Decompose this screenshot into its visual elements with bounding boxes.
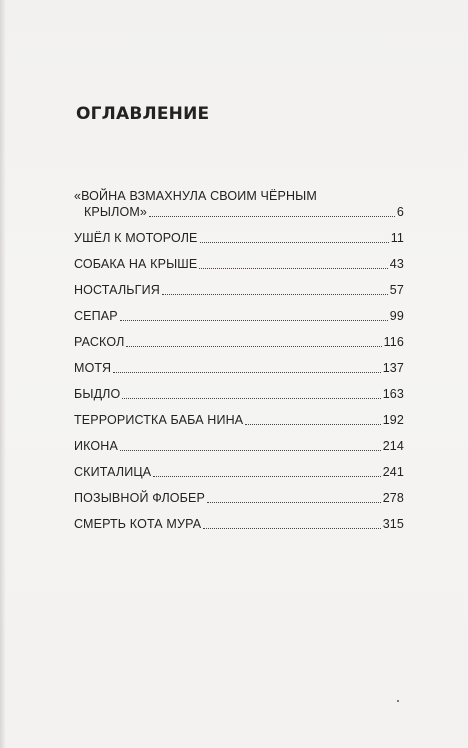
dot-leader xyxy=(120,450,381,451)
toc-entry-page: 11 xyxy=(390,231,404,245)
toc-entry[interactable] xyxy=(74,282,404,298)
toc-entry-row xyxy=(74,334,404,350)
toc-entry[interactable] xyxy=(74,230,404,246)
toc-entry-row xyxy=(74,412,404,428)
toc-entry-row xyxy=(74,204,404,220)
table-of-contents xyxy=(74,188,404,542)
toc-entry-title: УШЁЛ К МОТОРОЛЕ xyxy=(74,231,198,245)
toc-entry-page: 214 xyxy=(382,439,404,453)
toc-entry-page: 315 xyxy=(382,517,404,531)
dot-leader xyxy=(113,372,381,373)
toc-entry-page: 192 xyxy=(382,413,404,427)
toc-entry[interactable] xyxy=(74,490,404,506)
page-gutter-shadow xyxy=(0,0,6,748)
toc-entry-page: 116 xyxy=(383,335,404,349)
toc-entry[interactable] xyxy=(74,188,404,220)
toc-entry-page: 43 xyxy=(389,257,404,271)
dot-leader xyxy=(126,346,381,347)
toc-entry-title: КРЫЛОМ» xyxy=(84,205,148,219)
toc-entry-row xyxy=(74,282,404,298)
toc-entry-row xyxy=(74,438,404,454)
toc-entry-page: 278 xyxy=(382,491,404,505)
toc-entry-title: НОСТАЛЬГИЯ xyxy=(74,283,160,297)
dot-leader xyxy=(199,268,387,269)
toc-entry-row xyxy=(74,464,404,480)
print-speck xyxy=(397,700,399,702)
dot-leader xyxy=(162,294,388,295)
toc-entry-title: СКИТАЛИЦА xyxy=(74,465,152,479)
toc-entry[interactable] xyxy=(74,334,404,350)
toc-entry[interactable] xyxy=(74,464,404,480)
dot-leader xyxy=(120,320,388,321)
toc-entry-row xyxy=(74,230,404,246)
toc-entry-page: 137 xyxy=(382,361,404,375)
toc-entry-row xyxy=(74,308,404,324)
toc-entry-title: БЫДЛО xyxy=(74,387,121,401)
toc-entry-title: ИКОНА xyxy=(74,439,118,453)
toc-entry-page: 57 xyxy=(389,283,404,297)
toc-entry-row xyxy=(74,256,404,272)
toc-entry[interactable] xyxy=(74,308,404,324)
toc-entry-title: МОТЯ xyxy=(74,361,112,375)
dot-leader xyxy=(122,398,380,399)
toc-entry[interactable] xyxy=(74,412,404,428)
toc-entry-title: ПОЗЫВНОЙ ФЛОБЕР xyxy=(74,491,206,505)
dot-leader xyxy=(149,216,395,217)
toc-entry-title: СЕПАР xyxy=(74,309,118,323)
dot-leader xyxy=(245,424,380,425)
toc-entry-page: 6 xyxy=(396,205,404,219)
toc-entry[interactable] xyxy=(74,516,404,532)
toc-entry[interactable] xyxy=(74,256,404,272)
toc-entry-title: РАСКОЛ xyxy=(74,335,125,349)
toc-entry[interactable] xyxy=(74,360,404,376)
toc-entry[interactable] xyxy=(74,386,404,402)
toc-entry-row xyxy=(74,516,404,532)
page-title: ОГЛАВЛЕНИЕ xyxy=(76,104,210,124)
toc-entry-page: 99 xyxy=(389,309,404,323)
dot-leader xyxy=(200,242,389,243)
toc-entry-title: СОБАКА НА КРЫШЕ xyxy=(74,257,198,271)
dot-leader xyxy=(203,528,380,529)
toc-entry-page: 241 xyxy=(382,465,404,479)
dot-leader xyxy=(207,502,381,503)
dot-leader xyxy=(153,476,380,477)
toc-entry-row xyxy=(74,490,404,506)
toc-entry-page: 163 xyxy=(382,387,404,401)
toc-entry-title: ТЕРРОРИСТКА БАБА НИНА xyxy=(74,413,244,427)
toc-entry-title-line-1: «ВОЙНА ВЗМАХНУЛА СВОИМ ЧЁРНЫМ xyxy=(74,189,317,203)
toc-entry-title: СМЕРТЬ КОТА МУРА xyxy=(74,517,202,531)
toc-entry-row xyxy=(74,360,404,376)
toc-entry-row xyxy=(74,386,404,402)
toc-entry[interactable] xyxy=(74,438,404,454)
